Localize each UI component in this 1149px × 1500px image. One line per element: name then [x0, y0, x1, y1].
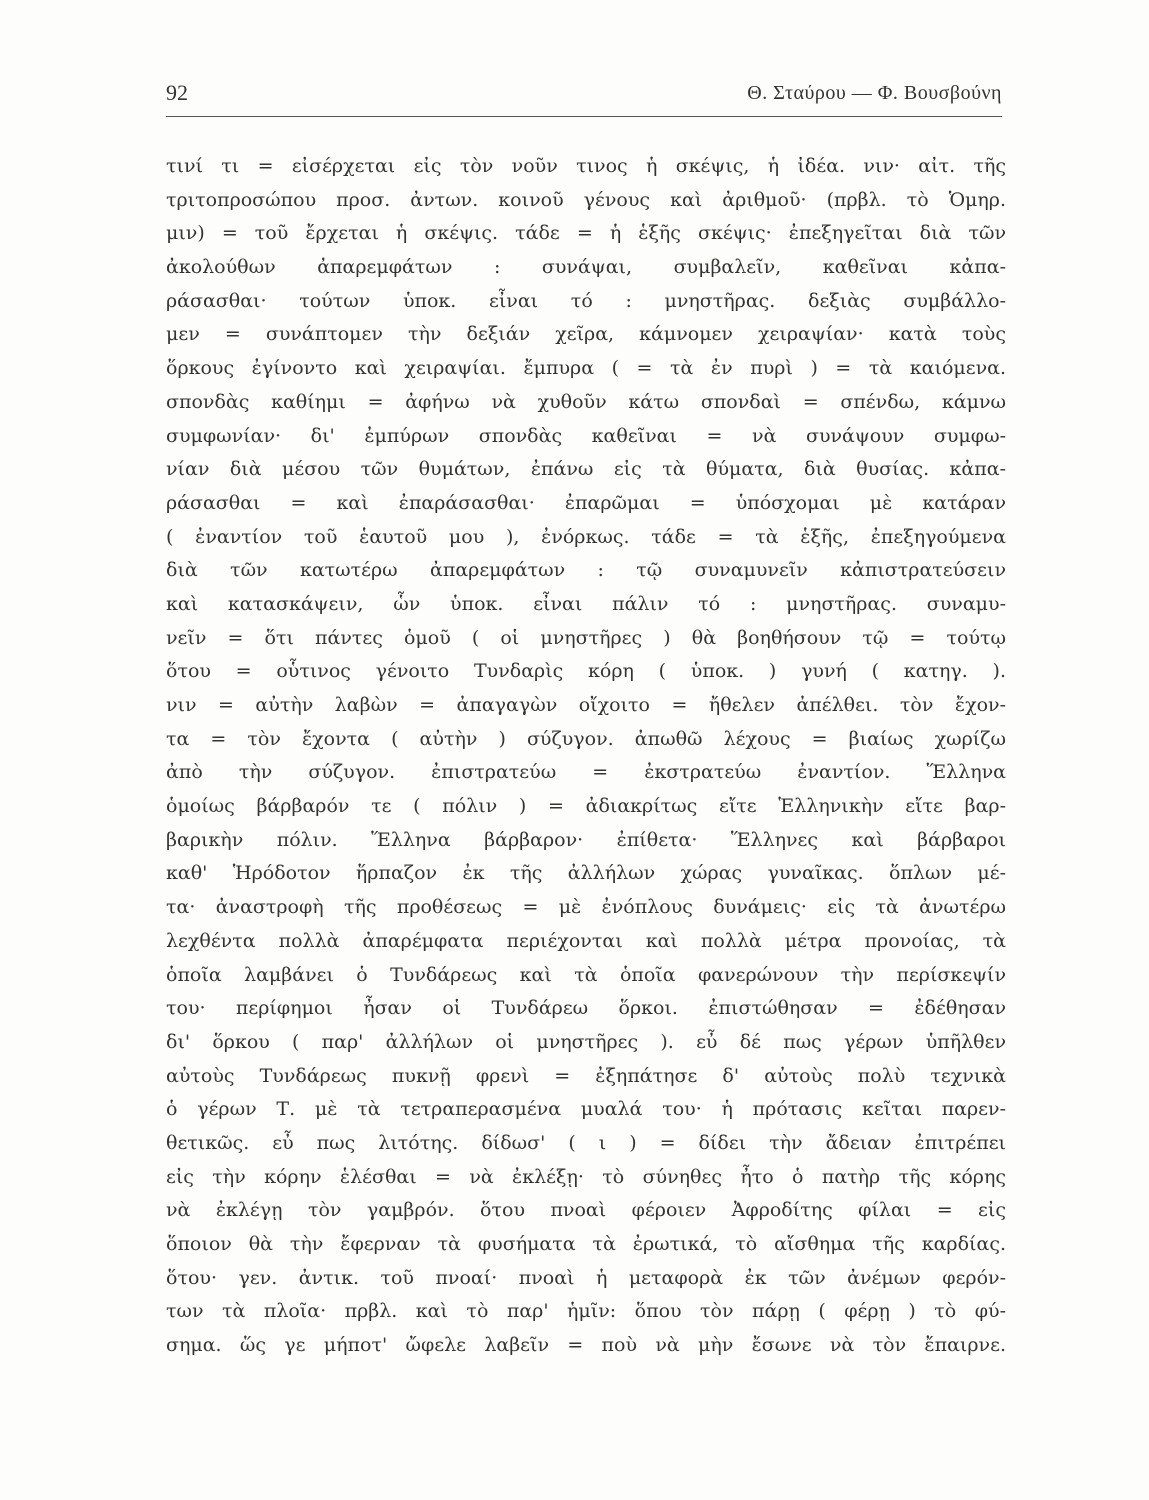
text-line: τα = τὸν ἔχοντα ( αὐτὴν ) σύζυγον. ἀπωθῶ λέχους = βιαίως χωρίζω	[166, 727, 1006, 750]
text-line: ὅποιον θὰ τὴν ἔφερναν τὰ φυσήματα τὰ ἐρωτικά, τὸ αἴσθημα τῆς καρδίας.	[166, 1233, 1006, 1255]
text-line: μιν) = τοῦ ἔρχεται ἡ σκέψις. τάδε = ἡ ἑξῆς σκέψις· ἐπεξηγεῖται διὰ τῶν	[166, 222, 1006, 245]
text-line: ὅτου = οὗτινος γένοιτο Τυνδαρὶς κόρη ( ὑποκ. ) γυνή ( κατηγ. ).	[166, 660, 1006, 683]
text-line: ἀπὸ τὴν σύζυγον. ἐπιστρατεύω = ἐκστρατεύω ἐναντίον. Ἕλληνα	[166, 761, 1006, 784]
text-line: ὁποῖα λαμβάνει ὁ Τυνδάρεως καὶ τὰ ὁποῖα φανερώνουν τὴν περίσκεψίν	[166, 963, 1006, 986]
text-line: αὐτοὺς Τυνδάρεως πυκνῇ φρενὶ = ἐξηπάτησε δ' αὐτοὺς πολὺ τεχνικὰ	[166, 1064, 1006, 1087]
text-line: βαρικὴν πόλιν. Ἕλληνα βάρβαρον· ἐπίθετα· Ἕλληνες καὶ βάρβαροι	[166, 828, 1006, 851]
text-line: ἀκολούθων ἀπαρεμφάτων : συνάψαι, συμβαλεῖν, καθεῖναι κἀπα-	[166, 256, 1006, 279]
text-line: σπονδὰς καθίημι = ἀφήνω νὰ χυθοῦν κάτω σπονδαὶ = σπένδω, κάμνω	[166, 390, 1006, 413]
running-head: Θ. Σταύρου — Φ. Βουσβούνη	[747, 82, 1002, 104]
text-line: σημα. ὥς γε μήποτ' ὤφελε λαβεῖν = ποὺ νὰ μὴν ἔσωνε νὰ τὸν ἔπαιρνε.	[166, 1334, 1006, 1357]
text-line: ὅτου· γεν. ἀντικ. τοῦ πνοαί· πνοαὶ ἡ μεταφορὰ ἐκ τῶν ἀνέμων φερόν-	[166, 1266, 1006, 1289]
text-line: τινί τι = εἰσέρχεται εἰς τὸν νοῦν τινος ἡ σκέψις, ἡ ἰδέα. νιν· αἰτ. τῆς	[166, 155, 1006, 177]
text-line: θετικῶς. εὖ πως λιτότης. δίδωσ' ( ι ) = δίδει τὴν ἄδειαν ἐπιτρέπει	[166, 1131, 1006, 1154]
text-line: νιν = αὐτὴν λαβὼν = ἀπαγαγὼν οἴχοιτο = ἤθελεν ἀπέλθει. τὸν ἔχον-	[166, 694, 1006, 716]
text-line: καθ' Ἡρόδοτον ἥρπαζον ἐκ τῆς ἀλλήλων χώρας γυναῖκας. ὅπλων μέ-	[166, 862, 1006, 885]
text-line: ράσασθαι· τούτων ὑποκ. εἶναι τό : μνηστῆρας. δεξιὰς συμβάλλο-	[166, 289, 1006, 312]
text-line: νεῖν = ὅτι πάντες ὁμοῦ ( οἱ μνηστῆρες ) θὰ βοηθήσουν τῷ = τούτῳ	[166, 626, 1006, 649]
body-text	[166, 150, 1006, 1363]
page-number: 92	[166, 80, 188, 105]
text-line: τριτοπροσώπου προσ. ἀντων. κοινοῦ γένους καὶ ἀριθμοῦ· (πρβλ. τὸ Ὁμηρ.	[166, 188, 1006, 211]
text-line: μεν = συνάπτομεν τὴν δεξιάν χεῖρα, κάμνομεν χειραψίαν· κατὰ τοὺς	[166, 323, 1006, 346]
text-line: ράσασθαι = καὶ ἐπαράσασθαι· ἐπαρῶμαι = ὑπόσχομαι μὲ κατάραν	[166, 491, 1006, 514]
text-line: λεχθέντα πολλὰ ἀπαρέμφατα περιέχονται καὶ πολλὰ μέτρα προνοίας, τὰ	[166, 929, 1006, 952]
text-line: ὁ γέρων Τ. μὲ τὰ τετραπερασμένα μυαλά του· ἡ πρότασις κεῖται παρεν-	[166, 1098, 1006, 1121]
text-line: εἰς τὴν κόρην ἑλέσθαι = νὰ ἐκλέξῃ· τὸ σύνηθες ἦτο ὁ πατὴρ τῆς κόρης	[166, 1165, 1006, 1188]
text-line: νὰ ἐκλέγῃ τὸν γαμβρόν. ὅτου πνοαὶ φέροιεν Ἀφροδίτης φίλαι = εἰς	[166, 1199, 1006, 1222]
text-line: ὅρκους ἐγίνοντο καὶ χειραψίαι. ἔμπυρα ( = τὰ ἐν πυρὶ ) = τὰ καιόμενα.	[166, 357, 1006, 380]
text-line: του· περίφημοι ἦσαν οἱ Τυνδάρεω ὅρκοι. ἐπιστώθησαν = ἐδέθησαν	[166, 997, 1006, 1020]
text-line: ( ἐναντίον τοῦ ἑαυτοῦ μου ), ἐνόρκως. τάδε = τὰ ἑξῆς, ἐπεξηγούμενα	[166, 525, 1006, 548]
text-line: των τὰ πλοῖα· πρβλ. καὶ τὸ παρ' ἡμῖν: ὅπου τὸν πάρῃ ( φέρῃ ) τὸ φύ-	[166, 1300, 1006, 1323]
text-line: καὶ κατασκάψειν, ὧν ὑποκ. εἶναι πάλιν τό : μνηστῆρας. συναμυ-	[166, 592, 1006, 615]
text-line: διὰ τῶν κατωτέρω ἀπαρεμφάτων : τῷ συναμυνεῖν κἀπιστρατεύσειν	[166, 559, 1006, 582]
text-line: συμφωνίαν· δι' ἐμπύρων σπονδὰς καθεῖναι = νὰ συνάψουν συμφω-	[166, 424, 1006, 447]
text-line: νίαν διὰ μέσου τῶν θυμάτων, ἐπάνω εἰς τὰ θύματα, διὰ θυσίας. κἀπα-	[166, 458, 1006, 481]
text-line: ὁμοίως βάρβαρόν τε ( πόλιν ) = ἀδιακρίτως εἴτε Ἑλληνικὴν εἴτε βαρ-	[166, 795, 1006, 818]
page-header	[166, 80, 1002, 117]
text-line: δι' ὅρκου ( παρ' ἀλλήλων οἱ μνηστῆρες ). εὖ δέ πως γέρων ὑπῆλθεν	[166, 1030, 1006, 1053]
text-line: τα· ἀναστροφὴ τῆς προθέσεως = μὲ ἐνόπλους δυνάμεις· εἰς τὰ ἀνωτέρω	[166, 896, 1006, 919]
